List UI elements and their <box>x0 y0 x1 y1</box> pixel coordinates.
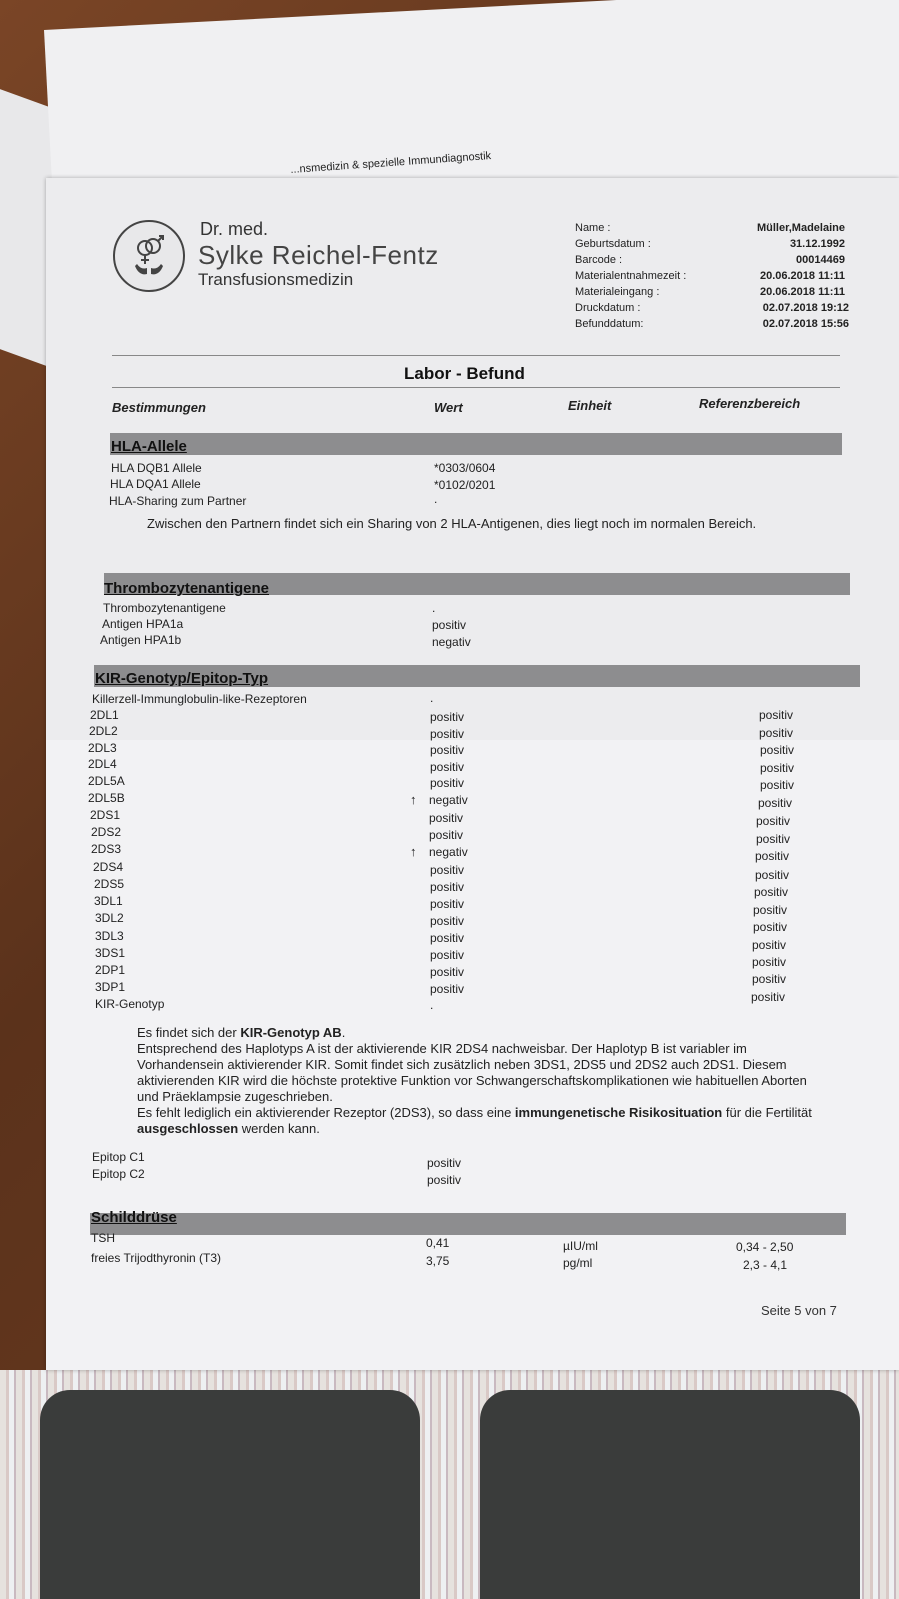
hla-row-name: HLA-Sharing zum Partner <box>109 494 247 508</box>
divider <box>112 355 840 356</box>
section-title-thyroid: Schilddrüse <box>91 1209 177 1226</box>
kir-value: positiv <box>430 982 465 996</box>
thyroid-row-value: 3,75 <box>426 1254 450 1268</box>
column-header-value: Wert <box>434 400 463 415</box>
kir-value: positiv <box>430 760 465 774</box>
column-header-unit: Einheit <box>568 398 612 413</box>
kir-note-line-3: Es fehlt lediglich ein aktivierender Rezeptor (2DS3), so dass eine immungenetische Risikosituation für die Fertilität ausgeschlossen werden kann. <box>137 1105 812 1136</box>
kir-value: positiv <box>429 828 464 842</box>
kir-note <box>137 1025 817 1137</box>
kir-gene: 2DL5B <box>88 791 125 805</box>
thyroid-row-name: TSH <box>91 1231 115 1245</box>
receipt-value: 20.06.2018 11:11 <box>759 286 845 298</box>
kir-gene: 2DP1 <box>95 963 126 977</box>
left-leg <box>40 1390 420 1599</box>
kir-value: negativ <box>429 845 468 859</box>
kir-gene: 3DL1 <box>94 894 123 908</box>
kir-note-line-1: Es findet sich der KIR-Genotyp AB. <box>137 1025 346 1040</box>
hla-row-name: HLA DQB1 Allele <box>111 461 202 475</box>
thyroid-row-value: 0,41 <box>426 1236 450 1250</box>
report-date-value: 02.07.2018 15:56 <box>762 318 849 330</box>
kir-reference: positiv <box>760 743 795 757</box>
thyroid-row-unit: pg/ml <box>563 1256 593 1270</box>
kir-value: positiv <box>429 811 464 825</box>
epitope-value: positiv <box>427 1156 462 1170</box>
back-sheet-header: ...nsmedizin & spezielle Immundiagnostik <box>290 149 492 176</box>
thrombo-row-name: Thrombozytenantigene <box>103 601 226 615</box>
up-arrow-icon: ↑ <box>410 792 417 807</box>
thrombo-row-value: . <box>432 601 436 615</box>
kir-gene: 2DS4 <box>93 860 124 874</box>
section-band <box>110 433 842 455</box>
kir-reference: positiv <box>753 903 788 917</box>
kir-reference: positiv <box>751 990 786 1004</box>
kir-value: positiv <box>430 776 465 790</box>
thyroid-row-name: freies Trijodthyronin (T3) <box>91 1251 222 1265</box>
hla-row-name: HLA DQA1 Allele <box>110 477 201 491</box>
collection-time-value: 20.06.2018 11:11 <box>759 270 845 282</box>
collection-time-label: Materialentnahmezeit : <box>575 270 687 282</box>
name-label: Name : <box>575 222 611 234</box>
birthdate-value: 31.12.1992 <box>789 238 845 250</box>
kir-gene: 3DP1 <box>95 980 126 994</box>
divider <box>112 387 840 388</box>
kir-gene: 3DL3 <box>95 929 124 943</box>
kir-reference: positiv <box>760 761 795 775</box>
kir-reference: positiv <box>758 796 793 810</box>
kir-reference: positiv <box>759 708 794 722</box>
birthdate-label: Geburtsdatum : <box>575 238 651 250</box>
kir-value: positiv <box>430 931 465 945</box>
print-date-value: 02.07.2018 19:12 <box>762 302 849 314</box>
kir-value: positiv <box>430 727 465 741</box>
kir-value: positiv <box>430 948 465 962</box>
kir-gene: 2DL3 <box>88 741 117 755</box>
kir-genotype-value: . <box>430 998 434 1012</box>
kir-value: positiv <box>430 897 465 911</box>
barcode-value: 00014469 <box>796 254 845 266</box>
report-date-label: Befunddatum: <box>575 318 644 330</box>
thrombo-row-value: negativ <box>432 635 471 649</box>
kir-value: positiv <box>430 914 465 928</box>
kir-gene: 2DL2 <box>89 724 118 738</box>
thrombo-row-name: Antigen HPA1a <box>102 617 184 631</box>
print-date-label: Druckdatum : <box>575 302 641 314</box>
kir-gene: 2DL1 <box>90 708 119 722</box>
kir-genotype-label: KIR-Genotyp <box>95 997 165 1011</box>
kir-gene: 2DS1 <box>90 808 121 822</box>
kir-gene: 3DL2 <box>95 911 124 925</box>
kir-gene: 2DS5 <box>94 877 125 891</box>
kir-value: positiv <box>430 743 465 757</box>
section-title-kir: KIR-Genotyp/Epitop-Typ <box>95 670 269 687</box>
thyroid-row-reference: 0,34 - 2,50 <box>736 1240 794 1254</box>
kir-reference: positiv <box>752 938 787 952</box>
kir-reference: positiv <box>754 885 789 899</box>
kir-gene: 2DL5A <box>88 774 125 788</box>
kir-value: positiv <box>430 710 465 724</box>
up-arrow-icon: ↑ <box>410 844 417 859</box>
kir-gene: 2DL4 <box>88 757 117 771</box>
epitope-value: positiv <box>427 1173 462 1187</box>
kir-reference: positiv <box>756 832 791 846</box>
page-number: Seite 5 von 7 <box>761 1303 837 1318</box>
kir-value: positiv <box>430 863 465 877</box>
kir-value: positiv <box>430 880 465 894</box>
kir-reference: positiv <box>752 955 787 969</box>
section-band <box>90 1213 846 1235</box>
hla-row-value: *0102/0201 <box>434 478 496 492</box>
kir-subtitle: Killerzell-Immunglobulin-like-Rezeptoren <box>92 692 307 706</box>
kir-reference: positiv <box>760 778 795 792</box>
thyroid-row-unit: µIU/ml <box>563 1239 598 1253</box>
barcode-label: Barcode : <box>575 254 623 266</box>
right-leg <box>480 1390 860 1599</box>
hla-note: Zwischen den Partnern findet sich ein Sharing von 2 HLA-Antigenen, dies liegt noch im normalen Bereich. <box>147 516 757 531</box>
kir-value: positiv <box>430 965 465 979</box>
column-header-reference: Referenzbereich <box>699 396 801 411</box>
receipt-label: Materialeingang : <box>575 286 660 298</box>
practice-name: Sylke Reichel-Fentz <box>198 240 439 270</box>
column-header-test: Bestimmungen <box>112 400 206 415</box>
kir-subtitle-value: . <box>430 691 434 705</box>
kir-gene: 2DS2 <box>91 825 122 839</box>
kir-reference: positiv <box>755 849 790 863</box>
practice-specialty: Transfusionsmedizin <box>198 270 354 289</box>
gender-hands-icon <box>113 220 185 292</box>
kir-note-line-2: Entsprechend des Haplotyps A ist der aktivierende KIR 2DS4 nachweisbar. Der Haplotyp B ist variabler im Vorhandensein aktivierender KIR. Somit findet sich zusätzlich neben 3DS1, 2DS5 und 2DS2 auch 2DS1. Diesem aktivierenden KIR wird die höchste protektive Funktion vor Schwangerschaftskomplikationen wie habituellen Aborten und Präeklampsie zugeschrieben. <box>137 1041 807 1104</box>
section-title-thrombo: Thrombozytenantigene <box>104 580 270 597</box>
section-title-hla: HLA-Allele <box>111 438 187 455</box>
thyroid-row-reference: 2,3 - 4,1 <box>743 1258 788 1272</box>
name-value: Müller,Madelaine <box>756 222 845 234</box>
thrombo-row-name: Antigen HPA1b <box>100 633 182 647</box>
hla-row-value: *0303/0604 <box>434 461 496 475</box>
kir-value: negativ <box>429 793 468 807</box>
hla-row-value: . <box>434 492 438 506</box>
practice-title: Dr. med. <box>200 219 269 239</box>
kir-gene: 3DS1 <box>95 946 126 960</box>
kir-reference: positiv <box>756 814 791 828</box>
kir-reference: positiv <box>752 972 787 986</box>
epitope-name: Epitop C2 <box>92 1167 145 1181</box>
kir-reference: positiv <box>753 920 788 934</box>
kir-reference: positiv <box>755 868 790 882</box>
report-title: Labor - Befund <box>404 364 525 383</box>
kir-gene: 2DS3 <box>91 842 122 856</box>
kir-reference: positiv <box>759 726 794 740</box>
epitope-name: Epitop C1 <box>92 1150 145 1164</box>
thrombo-row-value: positiv <box>432 618 467 632</box>
